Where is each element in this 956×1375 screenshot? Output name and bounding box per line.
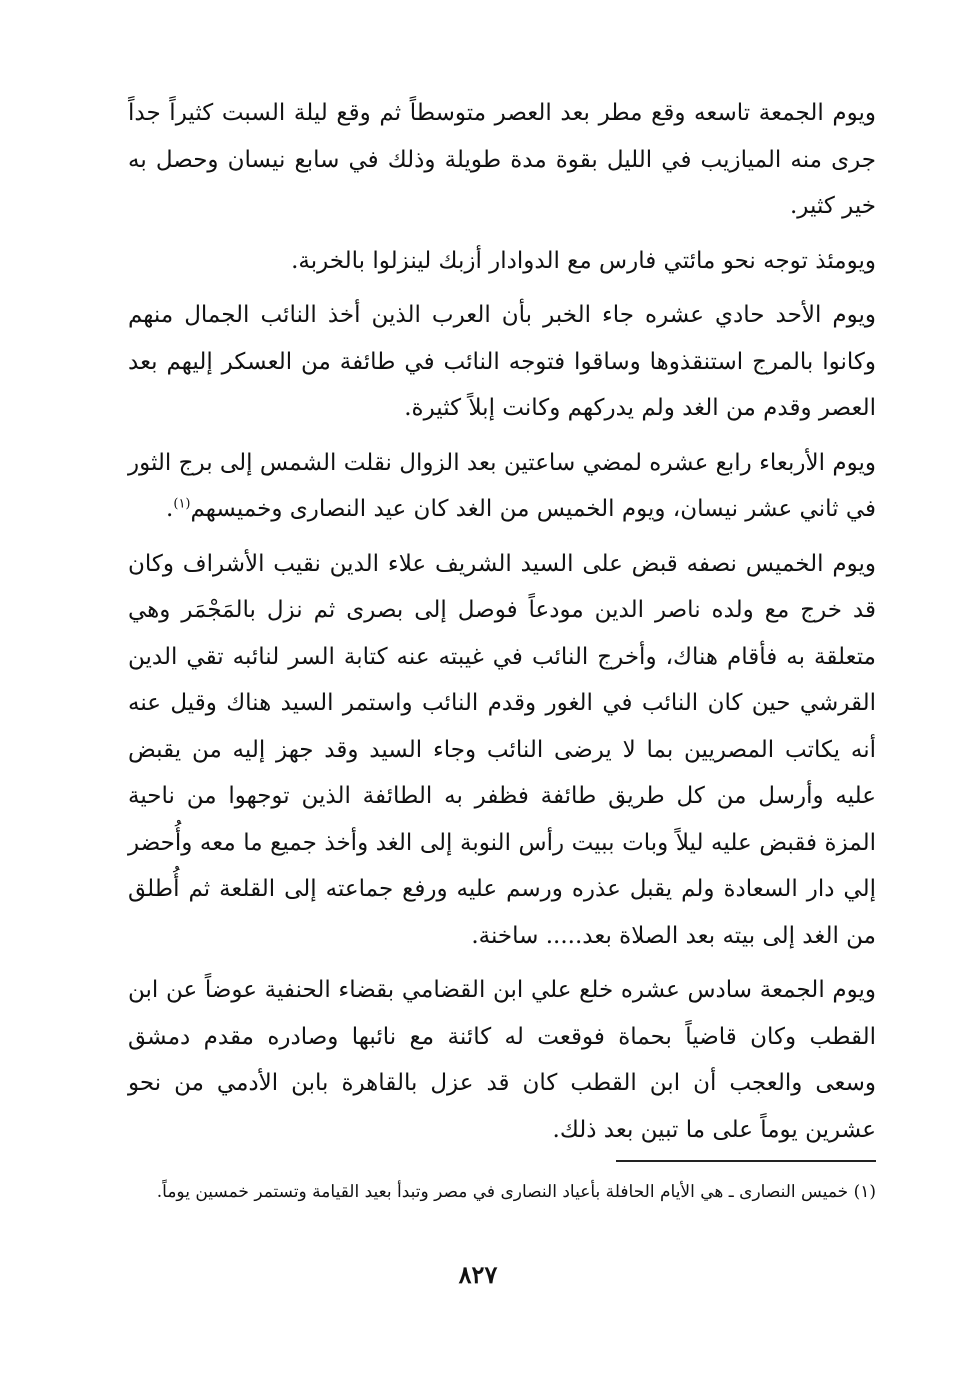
paragraph-3: ويوم الأحد حادي عشره جاء الخبر بأن العرب الذين أخذ النائب الجمال منهم وكانوا بالمرج استنقذوها وساقوا فتوجه النائب في طائفة من العسكر إليهم بعد العصر وقدم من الغد ولم يدركهم وكانت إبلاً كثيرة. bbox=[128, 302, 876, 421]
page-number: ٨٢٧ bbox=[458, 1260, 498, 1289]
paragraph-1: ويوم الجمعة تاسعه وقع مطر بعد العصر متوسطاً ثم وقع ليلة السبت كثيراً جداً جرى منه الميازيب في الليل بقوة مدة طويلة وذلك في سابع نيسان وحصل به خير كثير. bbox=[128, 100, 876, 219]
footnote: (١) خميس النصارى ـ هي الأيام الحافلة بأعياد النصارى في مصر وتبدأ بعيد القيامة وتستمر خمسين يوماً. bbox=[156, 1182, 876, 1202]
main-text bbox=[128, 90, 876, 1161]
footnote-reference: (١) bbox=[173, 496, 191, 512]
paragraph-6: ويوم الجمعة سادس عشره خلع علي ابن القضامي بقضاء الحنفية عوضاً عن ابن القطب وكان قاضياً بحماة فوقعت له كائنة مع نائبها وصادره مقدم دمشق وسعى والعجب أن ابن القطب كان قد عزل بالقاهرة بابن الأدمي من نحو عشرين يوماً على ما تبين بعد ذلك. bbox=[128, 977, 876, 1143]
footnote-divider bbox=[616, 1160, 876, 1162]
paragraph-5: ويوم الخميس نصفه قبض على السيد الشريف علاء الدين نقيب الأشراف وكان قد خرج مع ولده ناصر الدين مودعاً فوصل إلى بصرى ثم نزل بالمَجْمَر وهي متعلقة به فأقام هناك، وأخرج النائب في غيبته عنه كتابة السر لنائبه تقي الدين القرشي حين كان النائب في الغور وقدم النائب واستمر السيد هناك وقيل عنه أنه يكاتب المصريين بما لا يرضى النائب وجاء السيد وقد جهز إليه من يقبض عليه وأرسل من كل طريق طائفة فظفر به الطائفة الذين توجهوا من ناحية المزة فقبض عليه ليلاً وبات ببيت رأس النوبة إلى الغد وأخذ جميع ما معه وأُحضر إلي دار السعادة ولم يقبل عذره ورسم عليه ورفع جماعته إلى القلعة ثم أُطلق من الغد إلى بيته بعد الصلاة بعد..... ساخنة. bbox=[128, 550, 876, 949]
paragraph-2: ويومئذ توجه نحو مائتي فارس مع الدوادار أزبك لينزلوا بالخربة. bbox=[291, 247, 876, 274]
paragraph-4-end: . bbox=[166, 496, 174, 522]
paragraph-4 bbox=[128, 440, 876, 533]
paragraph-4-text: ويوم الأربعاء رابع عشره لمضي ساعتين بعد الزوال نقلت الشمس إلى برج الثور في ثاني عشر نيسان، ويوم الخميس من الغد كان عيد النصارى وخميسهم bbox=[128, 449, 876, 522]
